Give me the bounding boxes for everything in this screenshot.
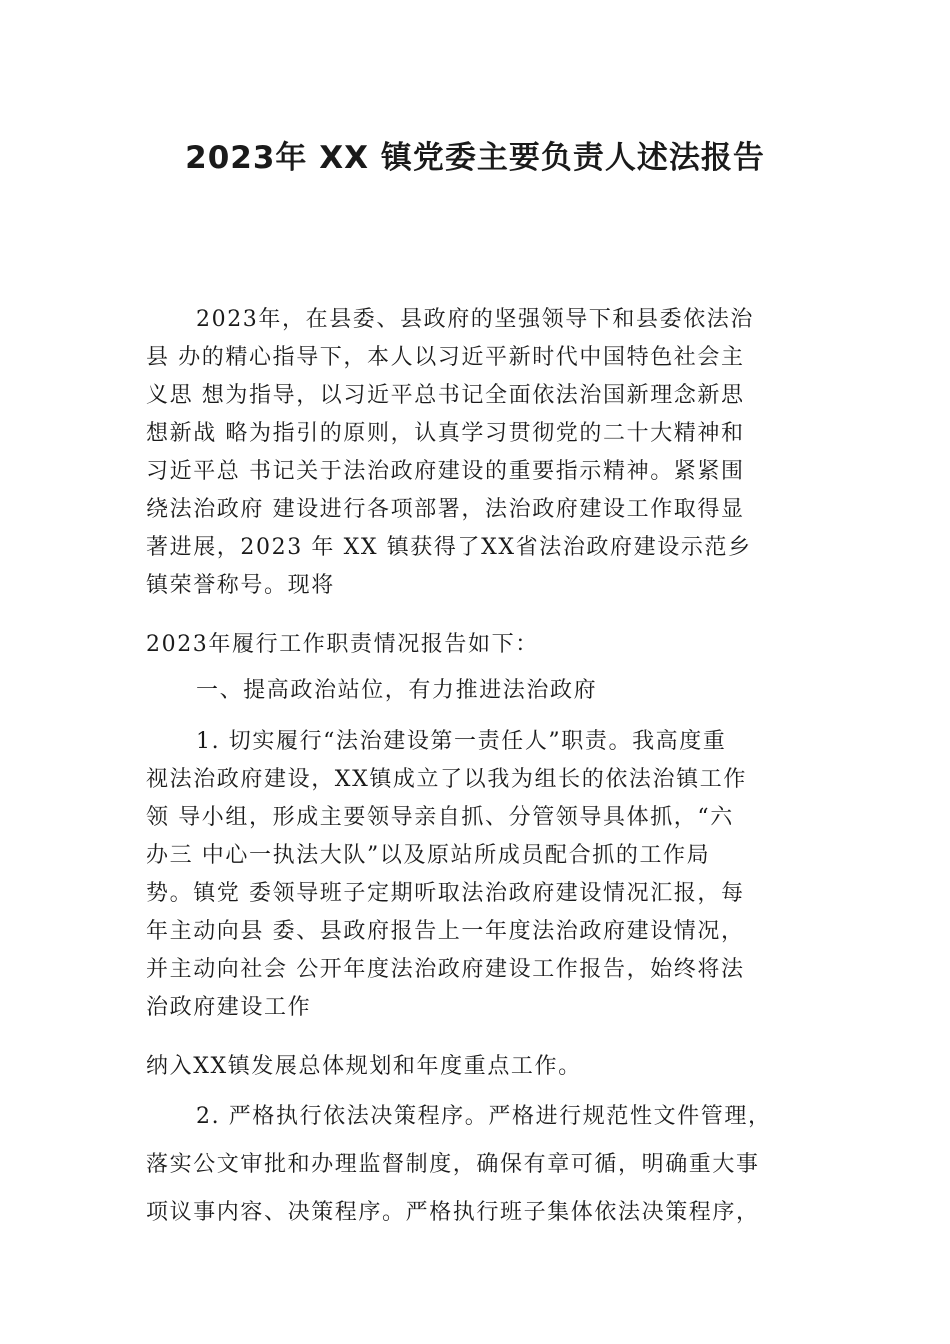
- paragraph-line: 县 办的精心指导下，本人以习近平新时代中国特色社会主: [146, 345, 745, 370]
- paragraph-line: 纳入XX镇发展总体规划和年度重点工作。: [146, 1054, 582, 1079]
- paragraph-line: 著进展，2023 年 XX 镇获得了XX省法治政府建设示范乡: [146, 535, 752, 560]
- paragraph-line: 2023年履行工作职责情况报告如下：: [146, 632, 539, 657]
- paragraph-line: 势。镇党 委领导班子定期听取法治政府建设情况汇报，每: [146, 881, 745, 906]
- section-heading: 一、提高政治站位，有力推进法治政府: [196, 678, 598, 703]
- paragraph-line: 2. 严格执行依法决策程序。严格进行规范性文件管理，: [196, 1104, 772, 1129]
- paragraph-line: 绕法治政府 建设进行各项部署，法治政府建设工作取得显: [146, 497, 745, 522]
- paragraph-line: 项议事内容、决策程序。严格执行班子集体依法决策程序，: [146, 1200, 760, 1225]
- paragraph-line: 2023年，在县委、县政府的坚强领导下和县委依法治: [196, 307, 754, 332]
- paragraph-line: 想新战 略为指引的原则，认真学习贯彻党的二十大精神和: [146, 421, 745, 446]
- paragraph-line: 1. 切实履行“法治建设第一责任人”职责。我高度重: [196, 729, 727, 754]
- document-title: 2023年 XX 镇党委主要负责人述法报告: [185, 140, 765, 176]
- paragraph-line: 义思 想为指导，以习近平总书记全面依法治国新理念新思: [146, 383, 745, 408]
- paragraph-line: 领 导小组，形成主要领导亲自抓、分管领导具体抓，“六: [146, 805, 734, 830]
- paragraph-line: 镇荣誉称号。现将: [146, 573, 335, 598]
- paragraph-line: 办三 中心一执法大队”以及原站所成员配合抓的工作局: [146, 843, 711, 868]
- paragraph-line: 治政府建设工作: [146, 995, 312, 1020]
- paragraph-line: 习近平总 书记关于法治政府建设的重要指示精神。紧紧围: [146, 459, 745, 484]
- paragraph-line: 年主动向县 委、县政府报告上一年度法治政府建设情况，: [146, 919, 745, 944]
- paragraph-line: 视法治政府建设，XX镇成立了以我为组长的依法治镇工作: [146, 767, 747, 792]
- paragraph-line: 落实公文审批和办理监督制度，确保有章可循，明确重大事: [146, 1152, 760, 1177]
- paragraph-line: 并主动向社会 公开年度法治政府建设工作报告，始终将法: [146, 957, 745, 982]
